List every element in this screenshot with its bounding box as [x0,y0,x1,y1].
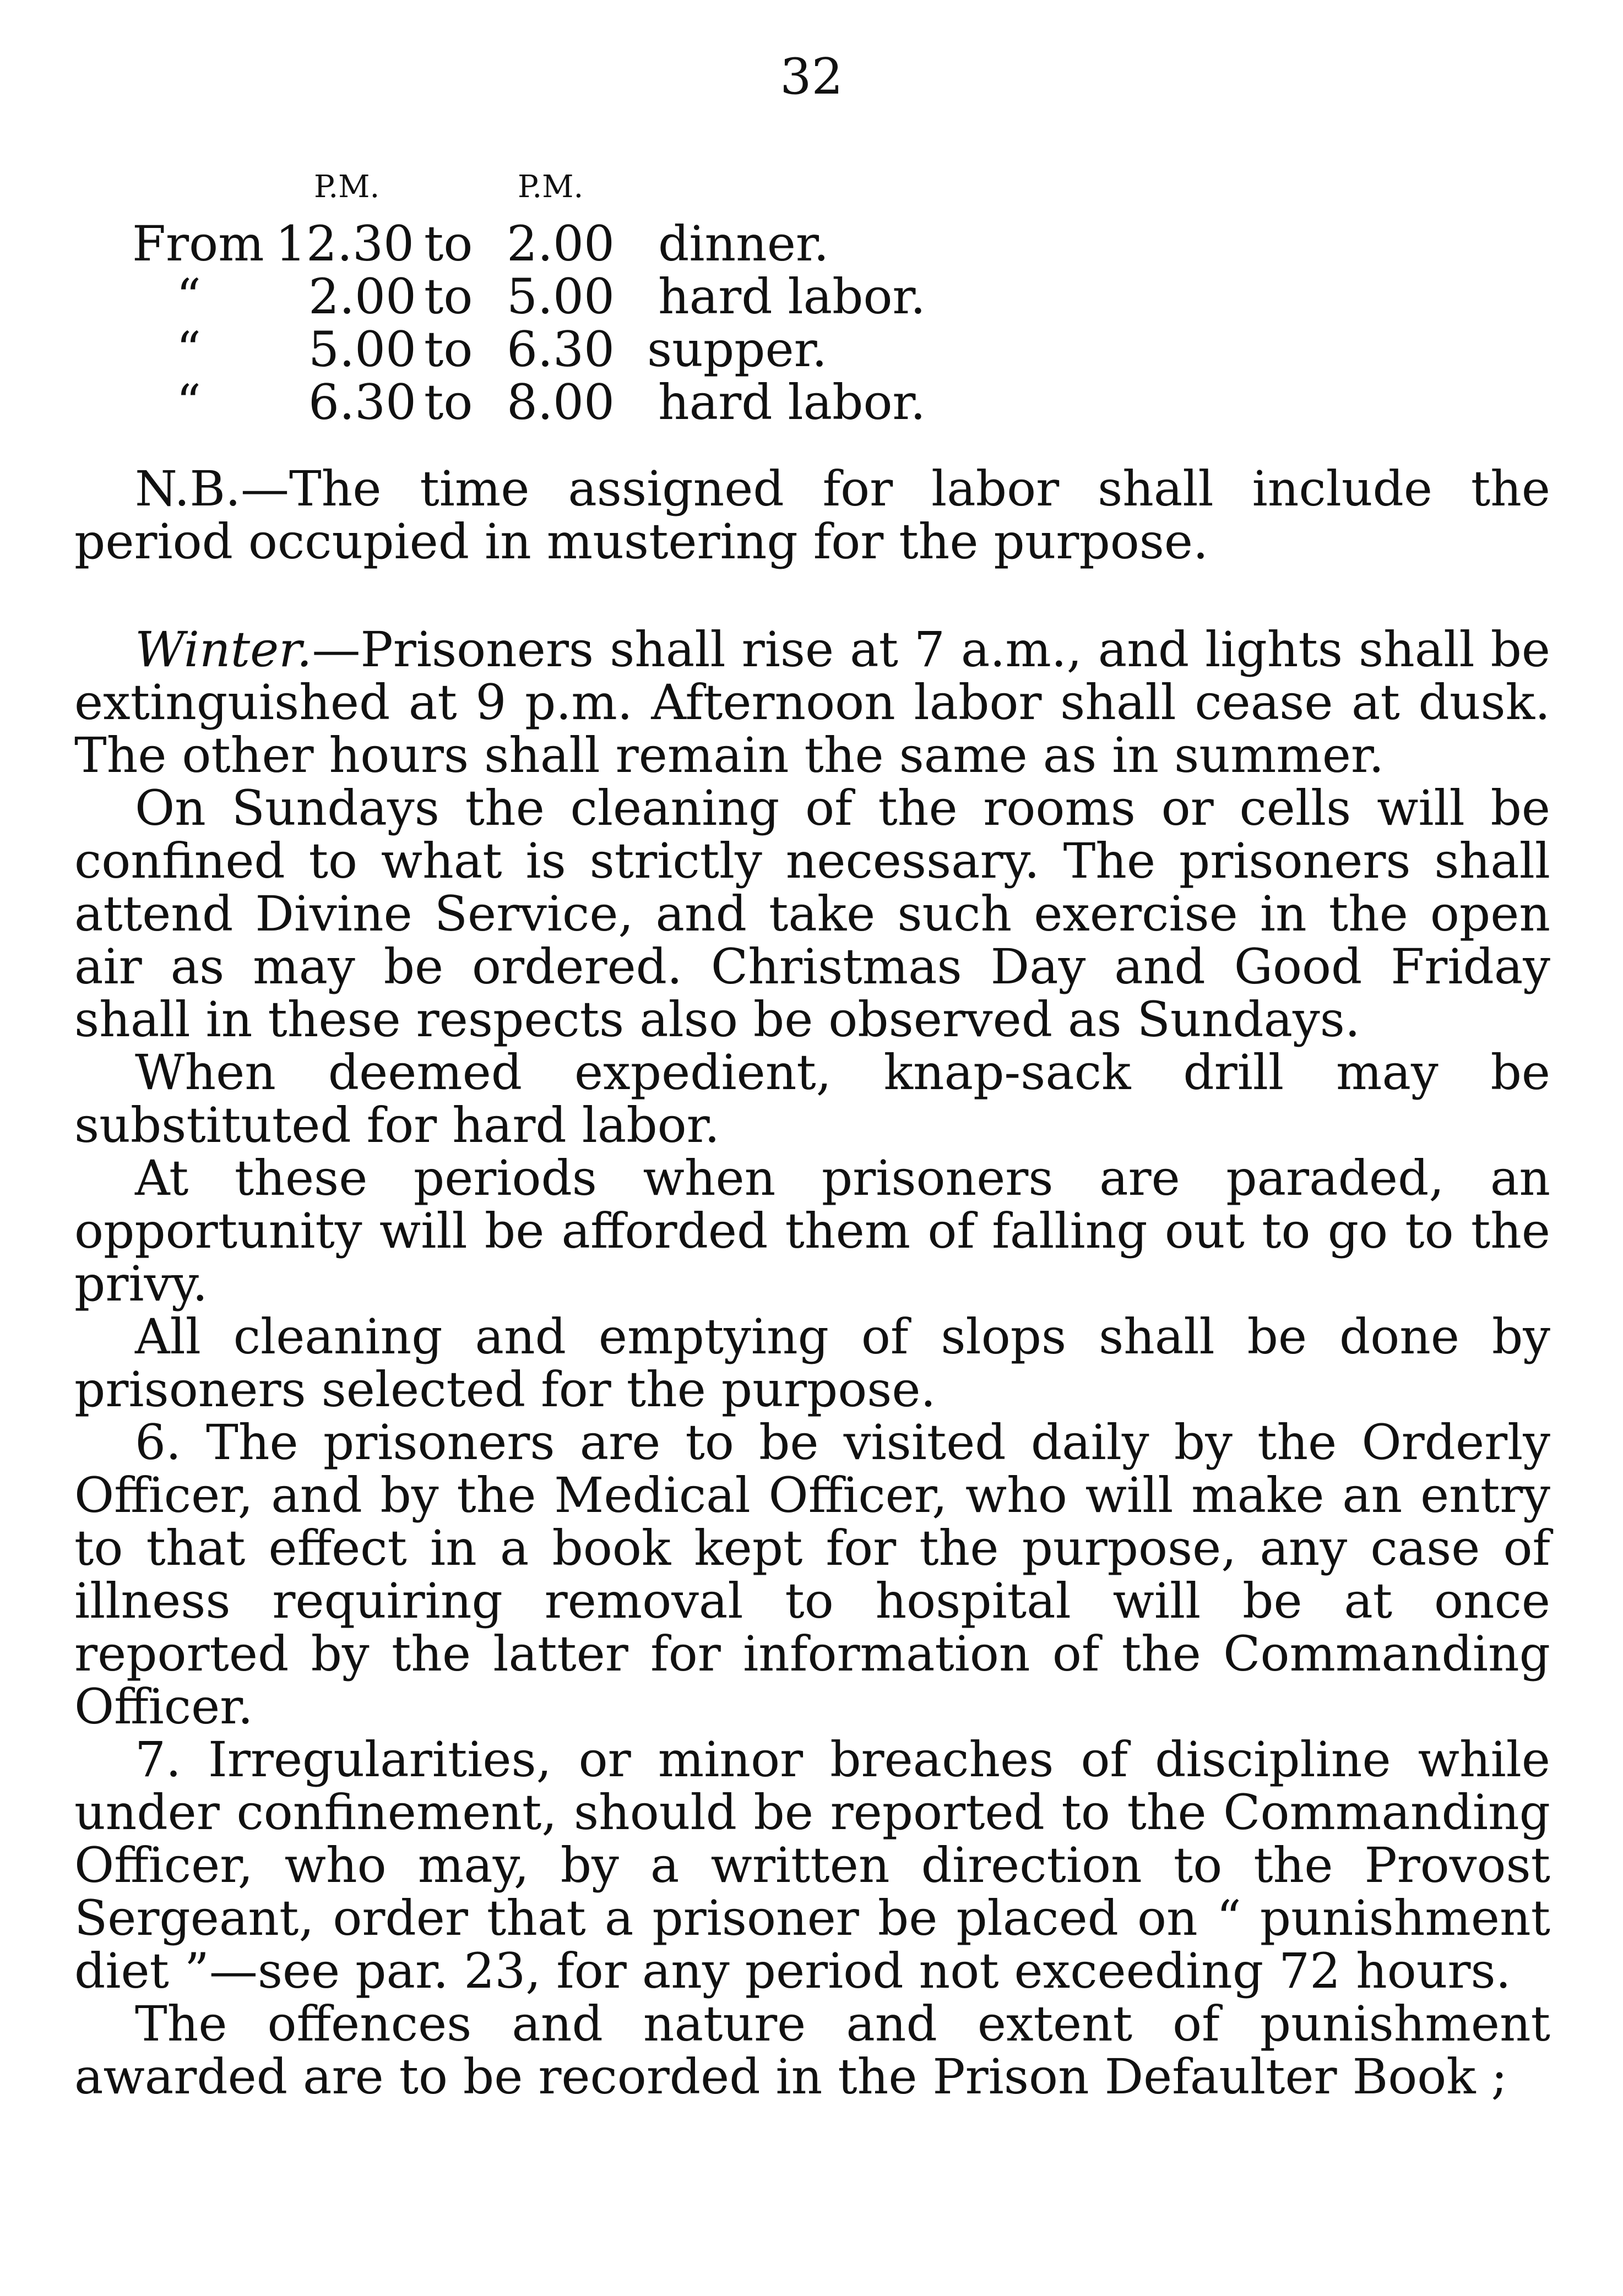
schedule-lead: “ [176,268,201,325]
winter-paragraph [74,623,1550,782]
schedule-activity: supper. [647,321,827,378]
slops-paragraph: All cleaning and emptying of slops shall be done by prisoners selected for the purpose. [74,1308,1550,1418]
schedule-end: 6.30 [507,321,615,378]
schedule-start: 5.00 [308,321,416,378]
schedule-start: 12.30 [275,215,414,272]
schedule-lead: “ [176,321,201,378]
paragraph-6: 6. The prisoners are to be visited daily by the Orderly Officer, and by the Medical Officer, who will make an entry to that effect in a book kept for the purpose, any case of illness requiring removal to hospital will be at once reported by the latter for information of the Commanding Officer. [74,1414,1550,1735]
schedule-end: 2.00 [507,215,615,272]
schedule-activity: hard labor. [658,374,926,431]
schedule-start: 6.30 [308,374,416,431]
page-number: 32 [780,48,843,106]
schedule-activity: dinner. [658,215,829,272]
schedule-lead: “ [176,374,201,431]
schedule-end: 8.00 [507,374,615,431]
schedule-to: to [424,374,473,431]
parade-paragraph: At these periods when prisoners are paraded, an opportunity will be afforded them of falling out to go to the privy. [74,1150,1550,1312]
schedule-lead: From [132,215,264,272]
schedule-header-end: P.M. [518,169,584,205]
body-text [74,460,1550,2105]
offences-paragraph: The offences and nature and extent of punishment awarded are to be recorded in the Prison Defaulter Book ; [74,1995,1550,2105]
nb-paragraph: N.B.—The time assigned for labor shall include the period occupied in mustering for the purpose. [74,460,1550,570]
drill-paragraph: When deemed expedient, knap-sack drill may be substituted for hard labor. [74,1044,1550,1154]
paragraph-7: 7. Irregularities, or minor breaches of discipline while under confinement, should be reported to the Commanding Officer, who may, by a written direction to the Provost Sergeant, order that a prisoner be placed on “ punishment diet ”—see par. 23, for any period not exceeding 72 hours. [74,1731,1550,1999]
schedule-to: to [424,321,473,378]
schedule-to: to [424,268,473,325]
schedule-activity: hard labor. [658,268,926,325]
sundays-paragraph: On Sundays the cleaning of the rooms or cells will be confined to what is strictly necessary. The prisoners shall attend Divine Service, and take such exercise in the open air as may be ordered. Christmas Day and Good Friday shall in these respects also be observed as Sundays. [74,780,1550,1048]
schedule-start: 2.00 [308,268,416,325]
schedule-to: to [424,215,473,272]
schedule-end: 5.00 [507,268,615,325]
schedule-header-start: P.M. [314,169,380,205]
winter-text: —Prisoners shall rise at 7 a.m., and lights shall be extinguished at 9 p.m. Afternoon labor shall cease at dusk. The other hours shall remain the same as in summer. [74,621,1550,784]
winter-label: Winter. [135,621,312,678]
